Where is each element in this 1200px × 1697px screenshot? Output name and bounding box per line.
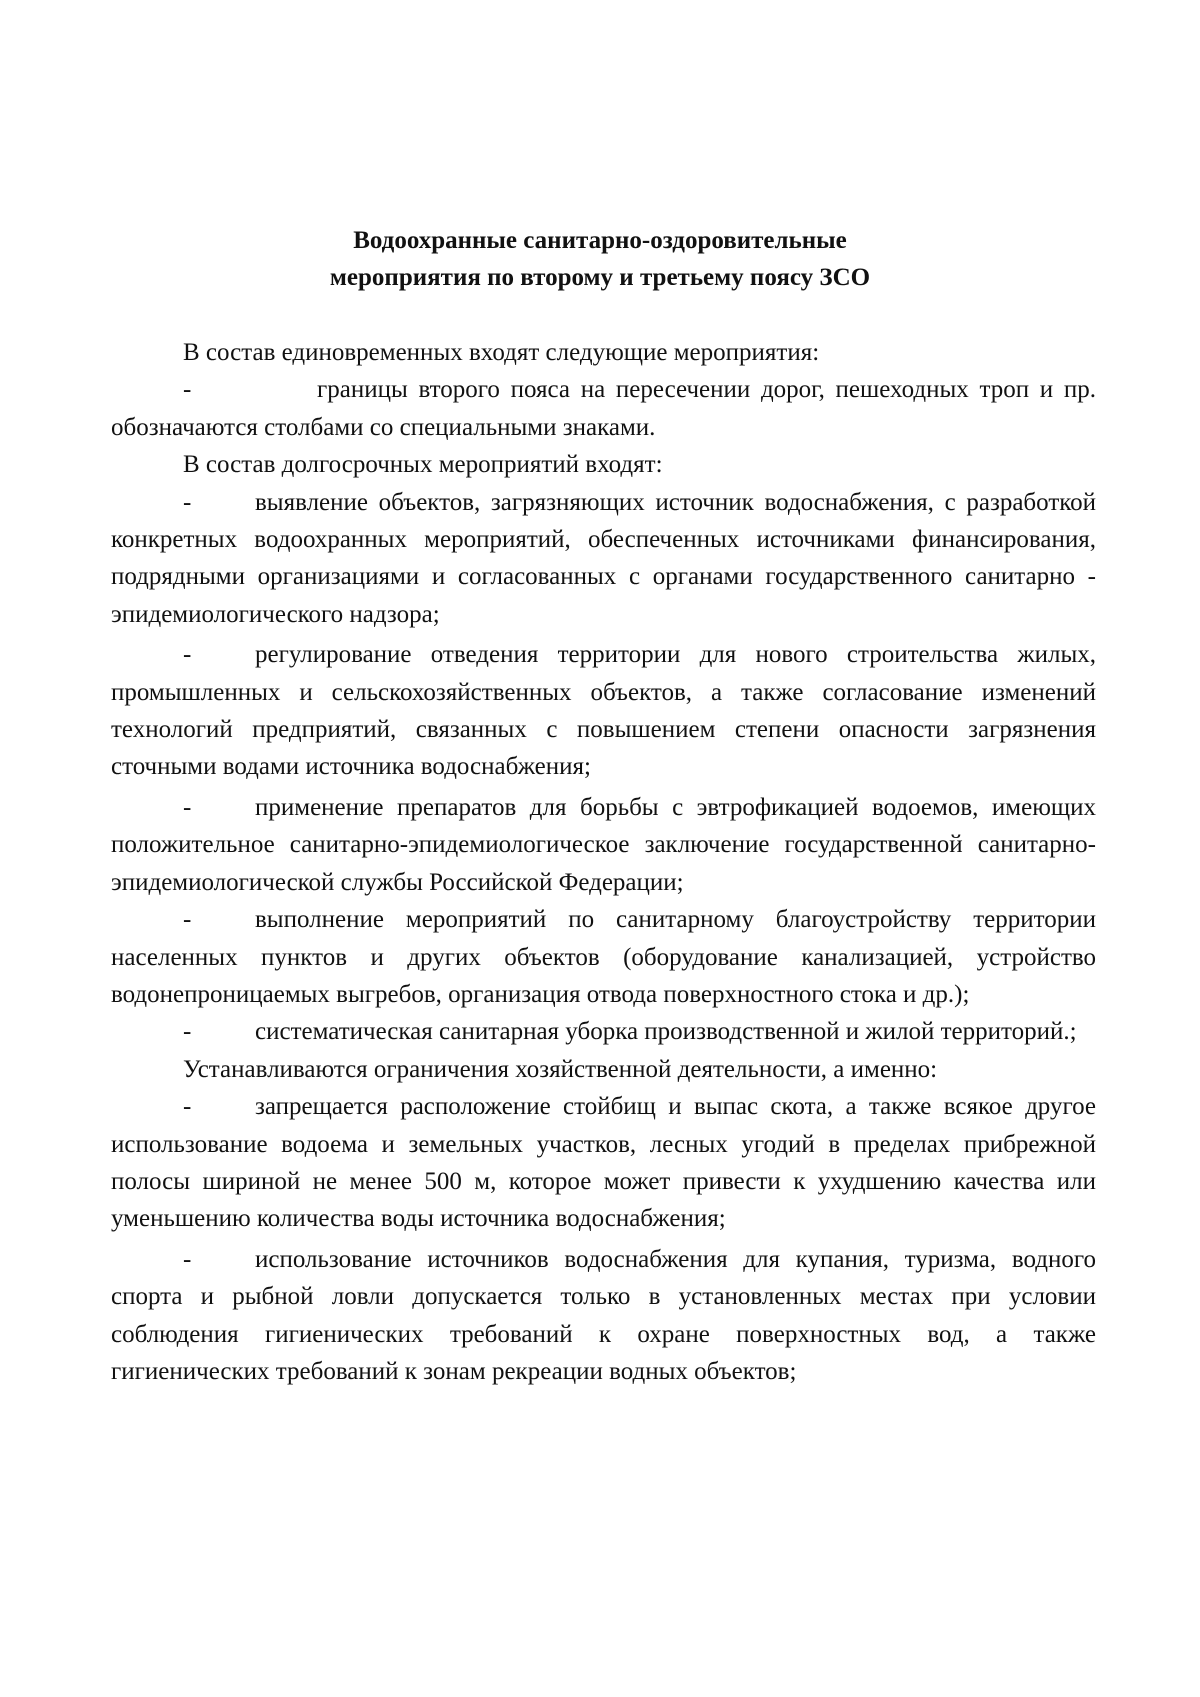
list-item-text: запрещается расположение стойбищ и выпас скота, а также всякое другое использование водоема и земельных участков, лесных угодий в пределах прибрежной полосы шириной не менее 500 м, которое может привести к ухудшению качества или уменьшению количества воды источника водоснабжения; — [111, 1093, 1096, 1233]
list-dash: - — [183, 376, 192, 404]
paragraph-long-term-measures-intro: В состав долгосрочных мероприятий входят: — [183, 451, 663, 479]
list-item-text: регулирование отведения территории для нового строительства жилых, промышленных и сельскохозяйственных объектов, а также согласование изменений технологий предприятий, связанных с повышением степени опасности загрязнения сточными водами источника водоснабжения; — [111, 641, 1096, 781]
paragraph-activity-restrictions-intro: Устанавливаются ограничения хозяйственной деятельности, а именно: — [183, 1055, 938, 1083]
list-dash: - — [183, 906, 192, 934]
document-title — [0, 222, 1200, 296]
list-item-text: применение препаратов для борьбы с эвтрофикацией водоемов, имеющих положительное санитарно-эпидемиологическое заключение государственной санитарно-эпидемиологической службы Российской Федерации; — [111, 793, 1096, 896]
list-item-grazing-prohibition — [111, 1088, 1096, 1238]
list-dash: - — [183, 641, 192, 669]
title-line-2: мероприятия по второму и третьему поясу ЗСО — [329, 264, 871, 291]
list-dash: - — [183, 488, 192, 516]
list-dash: - — [183, 1093, 192, 1121]
list-item-zone-boundaries — [111, 371, 1096, 446]
list-item-text: использование источников водоснабжения для купания, туризма, водного спорта и рыбной ловли допускается только в установленных местах при условии соблюдения гигиенических требований к охране поверхностных вод, а также гигиенических требований к зонам рекреации водных объектов; — [111, 1245, 1096, 1385]
list-dash: - — [183, 1245, 192, 1273]
list-item-pollution-sources — [111, 484, 1096, 634]
list-item-recreation-use — [111, 1241, 1096, 1391]
list-item-systematic-cleaning — [111, 1013, 1096, 1050]
list-item-eutrophication-agents — [111, 789, 1096, 901]
list-dash: - — [183, 793, 192, 821]
list-item-text: систематическая санитарная уборка производственной и жилой территорий.; — [255, 1018, 1077, 1046]
title-line-1: Водоохранные санитарно-оздоровительные — [353, 227, 847, 254]
list-item-territory-regulation — [111, 636, 1096, 786]
list-item-sanitary-improvement — [111, 901, 1096, 1013]
document-body — [111, 334, 1096, 1390]
list-item-text: выполнение мероприятий по санитарному благоустройству территории населенных пунктов и других объектов (оборудование канализацией, устройство водонепроницаемых выгребов, организация отвода поверхностного стока и др.); — [111, 906, 1096, 1008]
list-dash: - — [183, 1018, 192, 1046]
list-item-text: выявление объектов, загрязняющих источник водоснабжения, с разработкой конкретных водоохранных мероприятий, обеспеченных источниками финансирования, подрядными организациями и согласованных с органами государственного санитарно - эпидемиологического надзора; — [111, 488, 1096, 628]
list-item-text: границы второго пояса на пересечении дорог, пешеходных троп и пр. обозначаются столбами со специальными знаками. — [111, 376, 1096, 441]
paragraph-one-time-measures-intro: В состав единовременных входят следующие мероприятия: — [183, 339, 820, 366]
